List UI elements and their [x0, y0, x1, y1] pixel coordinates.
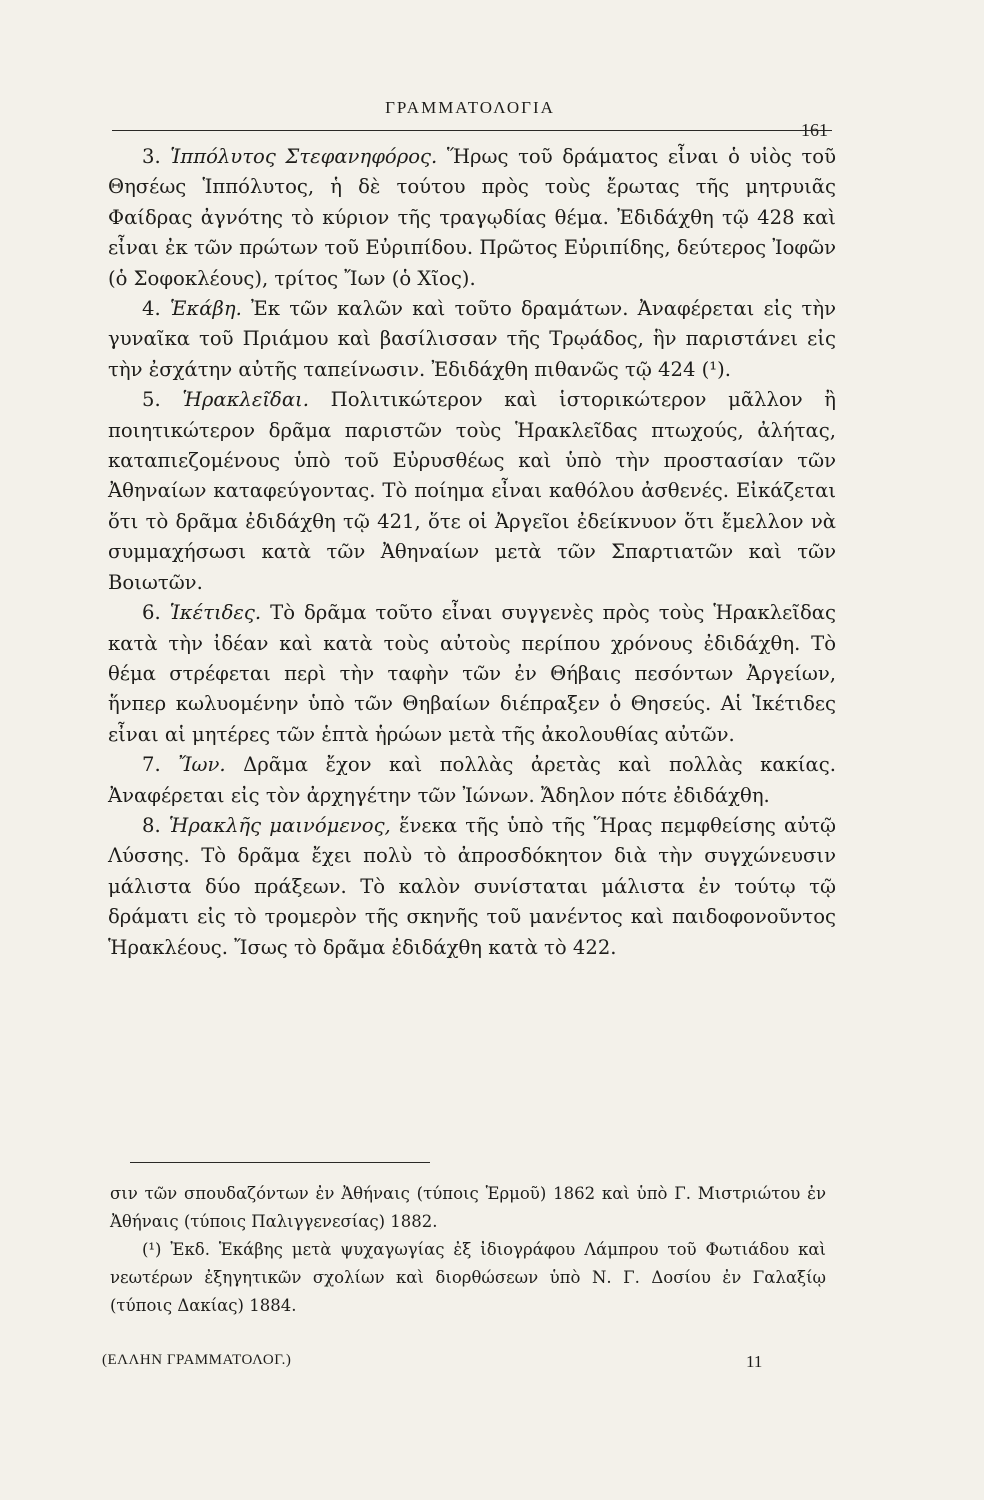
- footnote-rule: [130, 1162, 430, 1163]
- entry-hippolytus: [108, 142, 836, 294]
- entry-number: 4.: [142, 297, 161, 321]
- running-header-title: ΓΡΑΜΜΑΤΟΛΟΓΙΑ: [385, 98, 555, 117]
- footnotes: [110, 1180, 826, 1320]
- footnote-continuation: σιν τῶν σπουδαζόντων ἐν Ἀθήναις (τύποις Ἑρμοῦ) 1862 καὶ ὑπὸ Γ. Μιστριώτου ἐν Ἀθήναις (τύποις Παλιγγενεσίας) 1882.: [110, 1184, 826, 1231]
- entry-text: Ἐκ τῶν καλῶν καὶ τοῦτο δραμάτων. Ἀναφέρεται εἰς τὴν γυναῖκα τοῦ Πριάμου καὶ βασίλισσαν τῆς Τρῳάδος, ἣν παριστάνει εἰς τὴν ἐσχάτην αὐτῆς ταπείνωσιν. Ἐδιδάχθη πιθανῶς τῷ 424 (¹).: [108, 297, 837, 381]
- entry-title: Ἡρακλῆς μαινόμενος,: [168, 813, 391, 837]
- entry-text: ἕνεκα τῆς ὑπὸ τῆς Ἥρας πεμφθείσης αὐτῷ Λύσσης. Τὸ δρᾶμα ἔχει πολὺ τὸ ἀπροσδόκητον διὰ τὴν συγχώνευσιν μάλιστα δύο πράξεων. Τὸ καλὸν συνίσταται μάλιστα ἐν τούτῳ τῷ δράματι εἰς τὸ τρομερὸν τῆς σκηνῆς τοῦ μανέντος καὶ παιδοφονοῦντος Ἡρακλέους. Ἴσως τὸ δρᾶμα ἐδιδάχθη κατὰ τὸ 422.: [108, 813, 836, 959]
- entry-title: Ἑκάβη.: [169, 297, 242, 321]
- entry-heracles-mad: [108, 811, 836, 963]
- entry-heracleidae: [108, 385, 836, 598]
- entry-title: Ἱκέτιδες.: [169, 601, 262, 625]
- signature-mark: (ΕΛΛΗΝ ΓΡΑΜΜΑΤΟΛΟΓ.): [102, 1352, 292, 1368]
- entry-ion: [108, 750, 836, 811]
- entry-number: 8.: [142, 813, 161, 837]
- entry-text: Ἥρως τοῦ δράματος εἶναι ὁ υἱὸς τοῦ Θησέως Ἱππόλυτος, ἡ δὲ τούτου πρὸς τοὺς ἔρωτας τῆς μητρυιᾶς Φαίδρας ἀγνότης τὸ κύριον τῆς τραγῳδίας θέμα. Ἐδιδάχθη τῷ 428 καὶ εἶναι ἐκ τῶν πρώτων τοῦ Εὐριπίδου. Πρῶτος Εὐριπίδης, δεύτερος Ἰοφῶν (ὁ Σοφοκλέους), τρίτος Ἴων (ὁ Χῖος).: [108, 145, 836, 290]
- entry-title: Ἴων.: [178, 753, 226, 777]
- entry-hecuba: [108, 294, 836, 385]
- signature-number: 11: [746, 1352, 763, 1371]
- page-number: 161: [801, 120, 828, 140]
- entry-number: 7.: [142, 753, 161, 777]
- entry-title: Ἡρακλεῖδαι.: [182, 388, 309, 412]
- footnote-1: (¹) Ἐκδ. Ἑκάβης μετὰ ψυχαγωγίας ἐξ ἰδιογράφου Λάμπρου τοῦ Φωτιάδου καὶ νεωτέρων ἐξηγητικῶν σχολίων καὶ διορθώσεων ὑπὸ Ν. Γ. Δοσίου ἐν Γαλαξίῳ (τύποις Δακίας) 1884.: [110, 1240, 826, 1315]
- entry-title: Ἱππόλυτος Στεφανηφόρος.: [170, 145, 438, 168]
- entry-text: Δρᾶμα ἔχον καὶ πολλὰς ἀρετὰς καὶ πολλὰς κακίας. Ἀναφέρεται εἰς τὸν ἀρχηγέτην τῶν Ἰώνων. Ἄδηλον πότε ἐδιδάχθη.: [108, 753, 836, 807]
- entry-text: Τὸ δρᾶμα τοῦτο εἶναι συγγενὲς πρὸς τοὺς Ἡρακλεῖδας κατὰ τὴν ἰδέαν καὶ κατὰ τοὺς αὐτοὺς περίπου χρόνους ἐδιδάχθη. Τὸ θέμα στρέφεται περὶ τὴν ταφὴν τῶν ἐν Θήβαις πεσόντων Ἀργείων, ἥνπερ κωλυομένην ὑπὸ τῶν Θηβαίων διέπραξεν ὁ Θησεύς. Αἱ Ἱκέτιδες εἶναι αἱ μητέρες τῶν ἑπτὰ ἡρώων μετὰ τῆς ἀκολουθίας αὐτῶν.: [108, 601, 836, 746]
- entry-suppliants: [108, 598, 836, 750]
- main-text: [108, 142, 836, 963]
- entry-text: Πολιτικώτερον καὶ ἱστορικώτερον μᾶλλον ἢ ποιητικώτερον δρᾶμα παριστῶν τοὺς Ἡρακλεῖδας πτωχούς, ἀλήτας, καταπιεζομένους ὑπὸ τοῦ Εὐρυσθέως καὶ ὑπὸ τὴν προστασίαν τῶν Ἀθηναίων καταφεύγοντας. Τὸ ποίημα εἶναι καθόλου ἀσθενές. Εἰκάζεται ὅτι τὸ δρᾶμα ἐδιδάχθη τῷ 421, ὅτε οἱ Ἀργεῖοι ἐδείκνυον ὅτι ἔμελλον νὰ συμμαχήσωσι κατὰ τῶν Ἀθηναίων μετὰ τῶν Σπαρτιατῶν καὶ τῶν Βοιωτῶν.: [108, 388, 837, 594]
- entry-number: 5.: [142, 388, 161, 412]
- entry-number: 6.: [142, 601, 161, 625]
- entry-number: 3.: [142, 145, 161, 168]
- header-rule: [112, 130, 832, 131]
